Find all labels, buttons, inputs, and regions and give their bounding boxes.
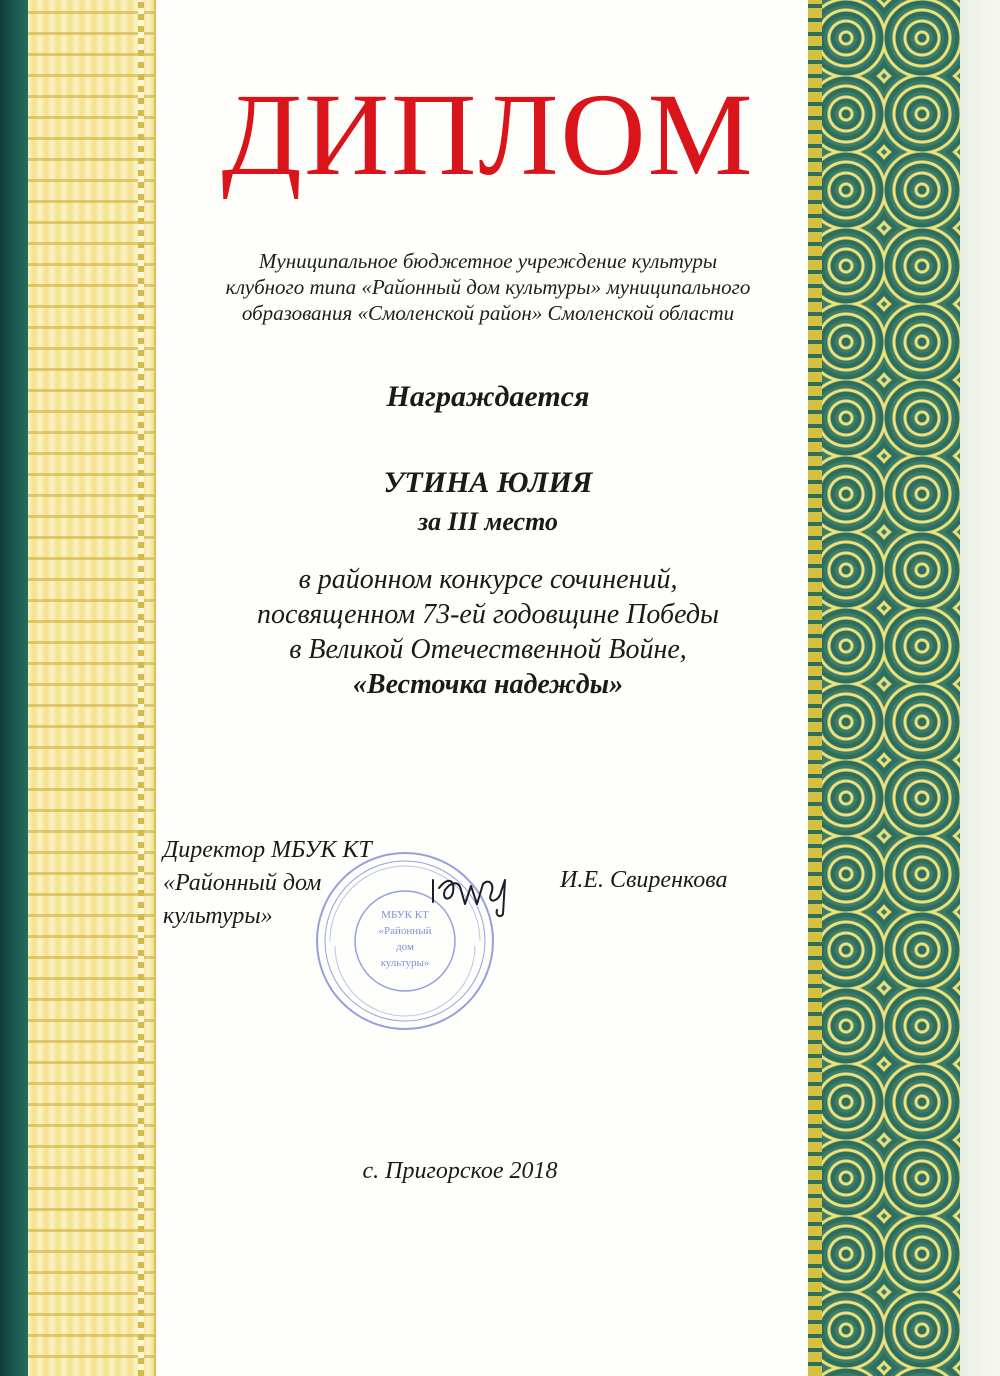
- director-title-line: Директор МБУК КТ: [163, 837, 372, 863]
- description-line: в районном конкурсе сочинений,: [298, 564, 678, 595]
- director-title-line: культуры»: [163, 903, 273, 929]
- left-ornamental-border: [28, 0, 156, 1376]
- signature: [425, 860, 535, 920]
- signer-name: И.Е. Свиренкова: [560, 867, 728, 893]
- right-paper-edge: [960, 0, 1000, 1376]
- place-and-date: с. Пригорское 2018: [362, 1158, 558, 1184]
- description-line: посвященном 73-ей годовщине Победы: [257, 599, 719, 630]
- diploma-title: ДИПЛОМ: [221, 69, 755, 200]
- awarded-label: Награждается: [386, 380, 590, 413]
- stamp-text-line: дом: [396, 941, 414, 953]
- organization-name: [170, 248, 806, 326]
- description-line: в Великой Отечественной Войне,: [289, 634, 687, 665]
- left-dark-edge: [0, 0, 28, 1376]
- stamp-text-line: МБУК КТ: [381, 909, 429, 921]
- organization-line: клубного типа «Районный дом культуры» муниципального: [225, 275, 751, 299]
- director-title-line: «Районный дом: [163, 870, 322, 896]
- contest-name: «Весточка надежды»: [352, 669, 624, 700]
- award-description: [170, 562, 806, 702]
- organization-line: образования «Смоленской район» Смоленской области: [241, 301, 735, 325]
- stamp-text-line: культуры»: [380, 957, 430, 969]
- organization-line: Муниципальное бюджетное учреждение культуры: [258, 249, 718, 273]
- stamp-text-line: «Районный: [378, 925, 432, 937]
- award-place: за III место: [418, 507, 558, 536]
- recipient-name: УТИНА ЮЛИЯ: [383, 466, 593, 499]
- right-ornamental-border: [808, 0, 960, 1376]
